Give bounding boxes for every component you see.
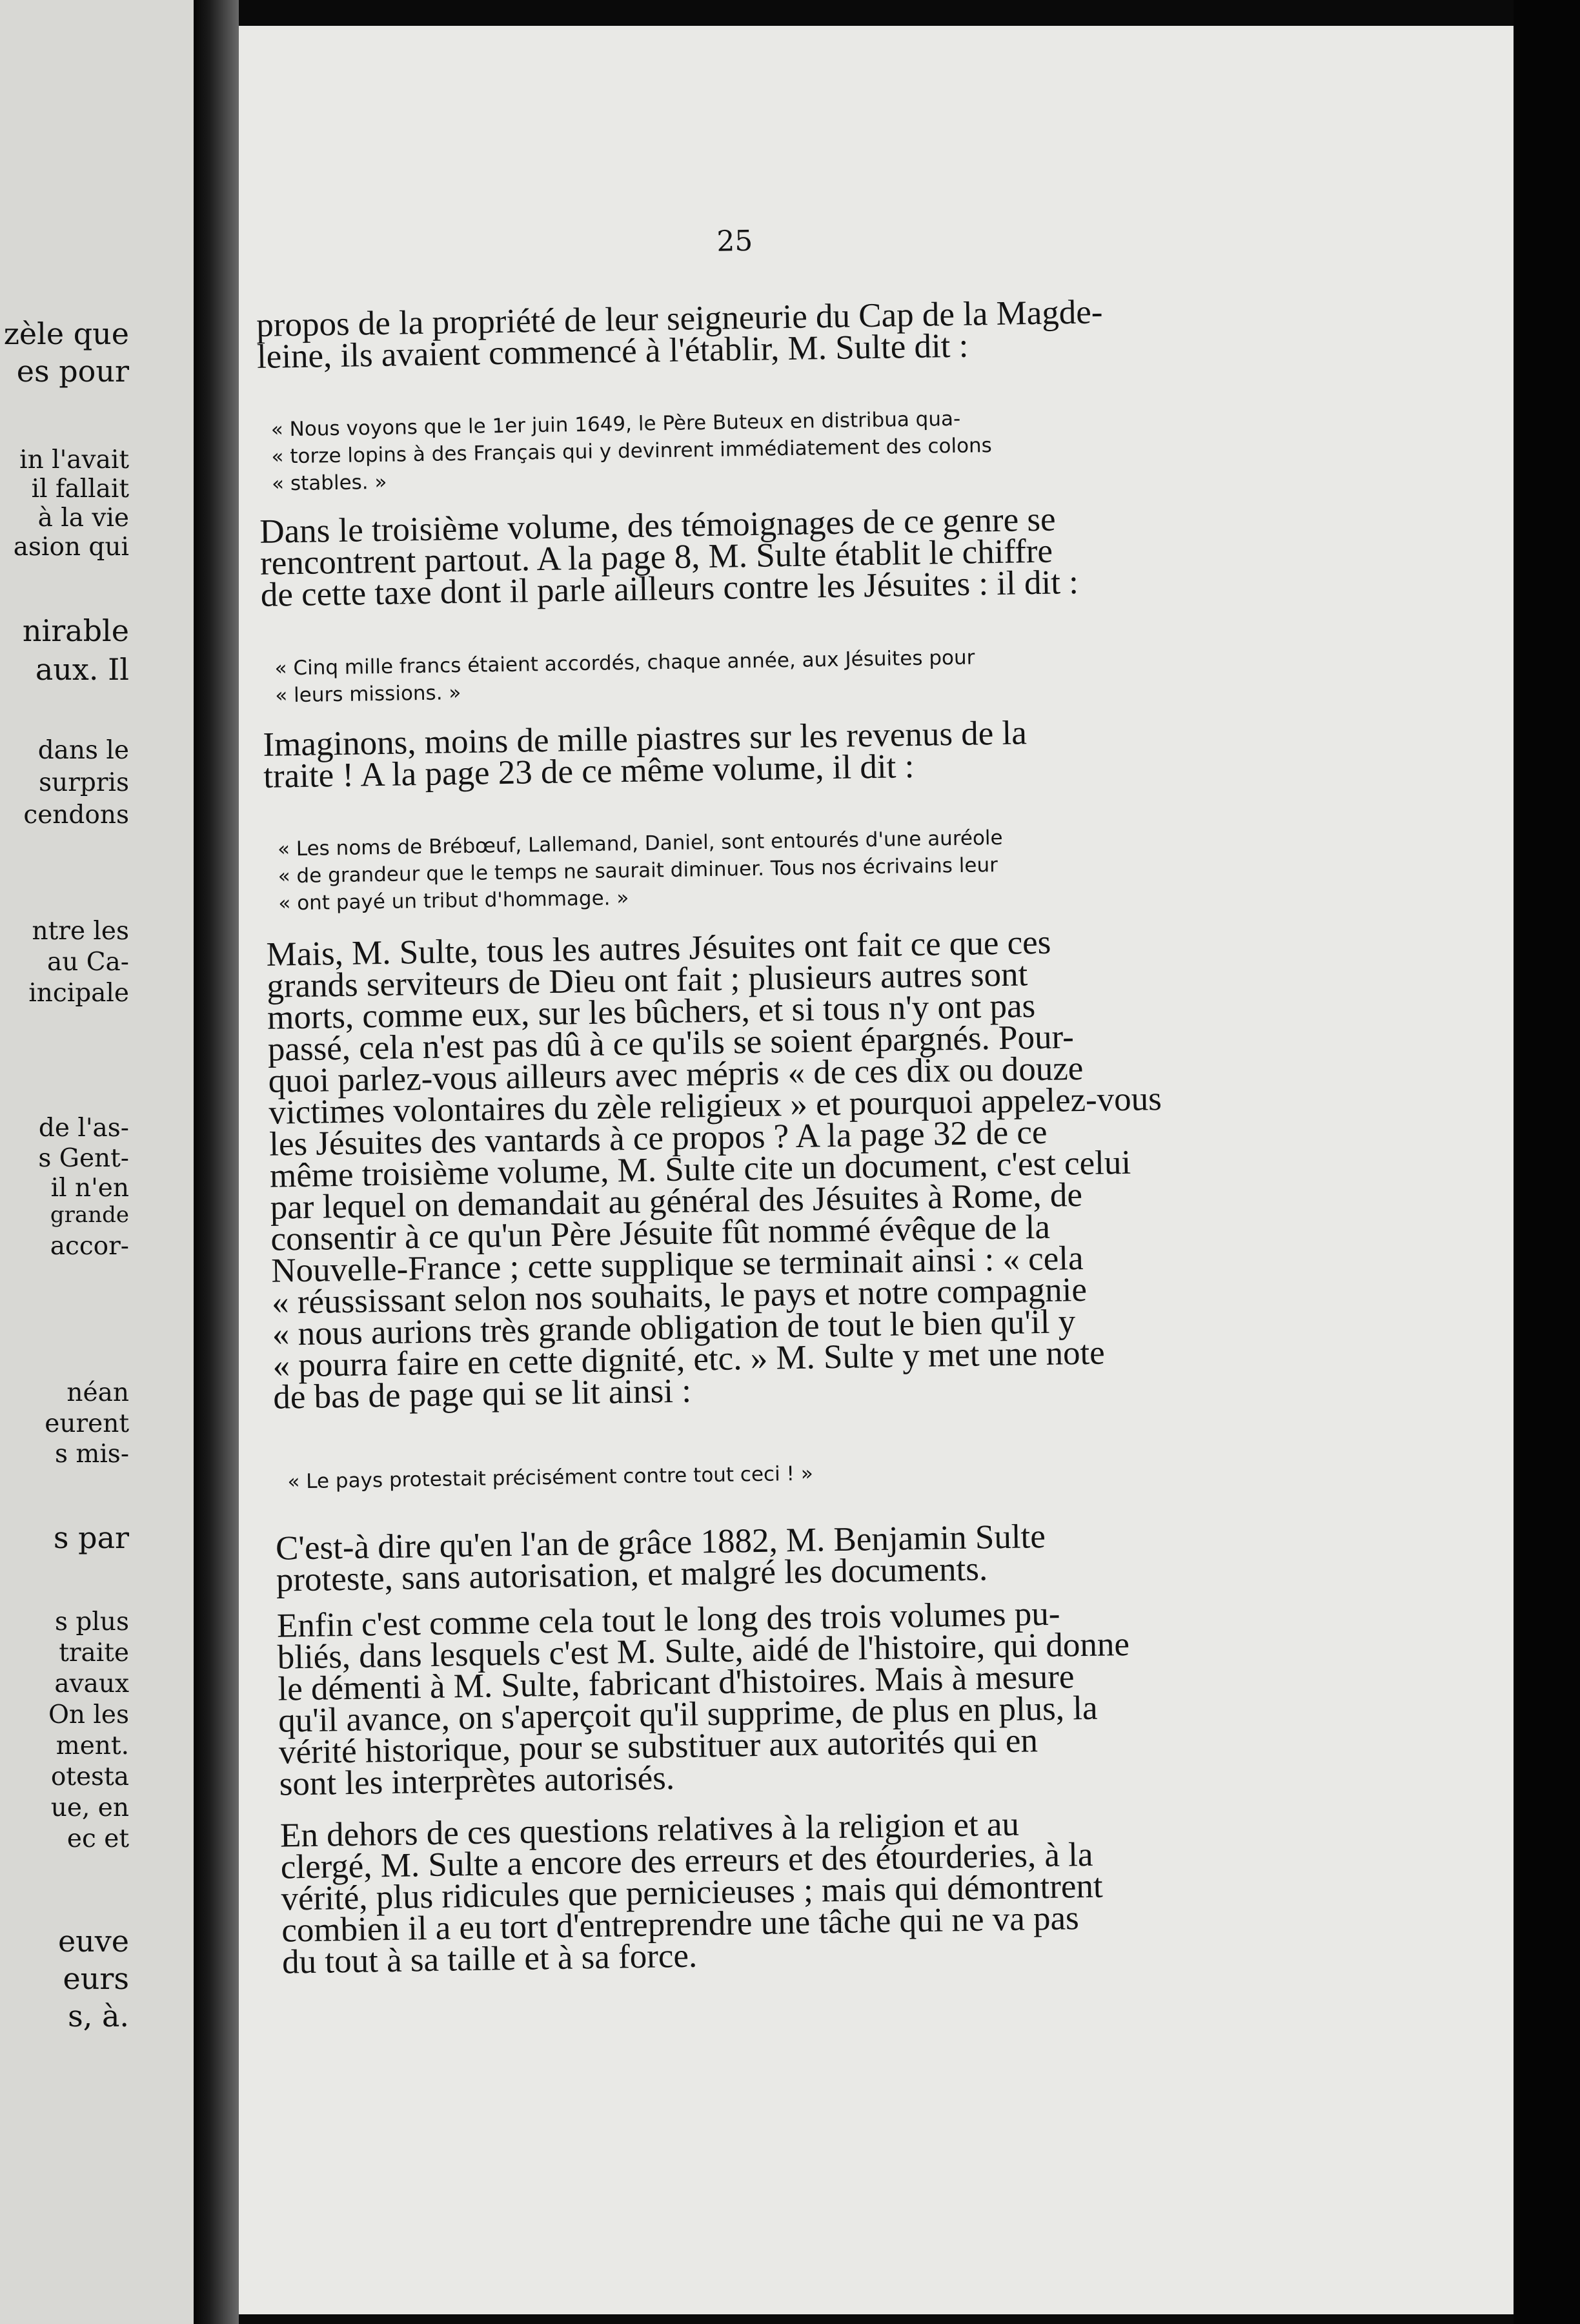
paragraph: propos de la propriété de leur seigneurie du Cap de la Magde- leine, ils avaient commencé à l'établir, M. Sulte dit : (256, 293, 1103, 376)
left-page-line: euve (57, 1924, 129, 1959)
left-page-line: ntre les (32, 917, 129, 946)
left-page-line: au Ca- (46, 948, 129, 977)
left-page-line: incipale (28, 979, 129, 1008)
left-page-line: il n'en (50, 1174, 129, 1203)
left-page-line: accor- (50, 1232, 129, 1261)
left-page-line: avaux (54, 1669, 129, 1698)
paragraph: Dans le troisième volume, des témoignages de ce genre se rencontrent partout. A la page 8, M. Sulte établit le chiffre de cette taxe dont il parle ailleurs contre les Jésuites : il dit : (259, 500, 1079, 614)
left-page-line: néan (66, 1378, 129, 1407)
left-page-line: s Gent- (38, 1144, 129, 1173)
block-quote: « Le pays protestait précisément contre tout ceci ! » (287, 1462, 814, 1494)
page-number: 25 (716, 224, 753, 258)
paragraph: Mais, M. Sulte, tous les autres Jésuites ont fait ce que ces grands serviteurs de Dieu ont fait ; plusieurs autres sont morts, comme eux, sur les bûchers, et si tous n'y ont pas passé, cela n'est pas dû à ce qu'ils se soient épargnés. Pour- quoi parlez-vous ailleurs avec mépris « de ces dix ou douze victimes volontaires du zèle religieux » et pourquoi appelez-vous les Jésuites des vantards à ce propos ? A la page 32 de ce même troisième volume, M. Sulte cite un document, c'est celui par lequel on demandait au général des Jésuites à Rome, de consentir à ce qu'un Père Jésuite fût nommé évêque de la Nouvelle-France ; cette supplique se terminait ainsi : « cela « réussissant selon nos souhaits, le pays et notre compagnie « nous aurions très grande obligation de tout le bien qu'il y « pourra faire en cette dignité, etc. » M. Sulte y met une note de bas de page qui se lit ainsi : (266, 923, 1162, 1416)
left-page-line: On les (48, 1700, 129, 1729)
left-page-line: eurs (63, 1961, 129, 1996)
block-quote: « Les noms de Brébœuf, Lallemand, Daniel, sont entourés d'une auréole « de grandeur que le temps ne saurait diminuer. Tous nos écrivains leur « ont payé un tribut d'hommage. » (277, 826, 1003, 915)
left-page-line: de l'as- (38, 1114, 129, 1143)
left-page-line: otesta (50, 1762, 129, 1791)
left-page-line: eurent (45, 1409, 129, 1438)
left-page-line: aux. Il (35, 652, 129, 687)
paragraph: En dehors de ces questions relatives à la religion et au clergé, M. Sulte a encore des erreurs et des étourderies, à la vérité, plus ridicules que pernicieuses ; mais qui démontrent combien il a eu tort d'entreprendre une tâche qui ne va pas du tout à sa taille et à sa force. (279, 1805, 1104, 1981)
facing-page-fragment (0, 0, 194, 2324)
left-page-line: il fallait (31, 474, 129, 504)
scan-border (1514, 0, 1580, 2324)
left-page-line: zèle que (3, 316, 129, 351)
left-page-line: ec et (66, 1824, 129, 1853)
block-quote: « Nous voyons que le 1er juin 1649, le Père Buteux en distribua qua- « torze lopins à des Français qui y devinrent immédiatement des colons « stables. » (270, 407, 993, 496)
left-page-line: ment. (56, 1731, 129, 1760)
left-page-line: es pour (16, 354, 129, 389)
paragraph: C'est-à dire qu'en l'an de grâce 1882, M. Benjamin Sulte proteste, sans autorisation, et malgré les documents. (275, 1517, 1046, 1599)
left-page-line: asion qui (13, 533, 129, 562)
left-page-line: s mis- (54, 1440, 129, 1469)
left-page-line: cendons (23, 800, 129, 830)
left-page-line: à la vie (37, 504, 129, 533)
paragraph: Imaginons, moins de mille piastres sur les revenus de la traite ! A la page 23 de ce même volume, il dit : (263, 714, 1028, 795)
left-page-line: s plus (55, 1607, 129, 1636)
left-page-line: s par (53, 1520, 129, 1555)
left-page-line: ue, en (50, 1793, 129, 1822)
paragraph: Enfin c'est comme cela tout le long des trois volumes pu- bliés, dans lesquels c'est M. Sulte, aidé de l'histoire, qui donne le démenti à M. Sulte, fabricant d'histoires. Mais à mesure qu'il avance, on s'aperçoit qu'il supprime, de plus en plus, la vérité historique, pour se substituer aux autorités qui en sont les interprètes autorisés. (276, 1595, 1130, 1803)
block-quote: « Cinq mille francs étaient accordés, chaque année, aux Jésuites pour « leurs missions. » (274, 646, 975, 708)
left-page-line: grande (50, 1202, 129, 1228)
book-spine-gutter (194, 0, 239, 2324)
left-page-line: nirable (22, 613, 129, 648)
page-25 (239, 26, 1514, 2314)
left-page-line: s, à. (68, 1999, 129, 2034)
left-page-line: surpris (39, 768, 129, 797)
left-page-line: in l'avait (19, 445, 129, 474)
left-page-line: traite (59, 1638, 129, 1667)
left-page-line: dans le (37, 736, 129, 765)
